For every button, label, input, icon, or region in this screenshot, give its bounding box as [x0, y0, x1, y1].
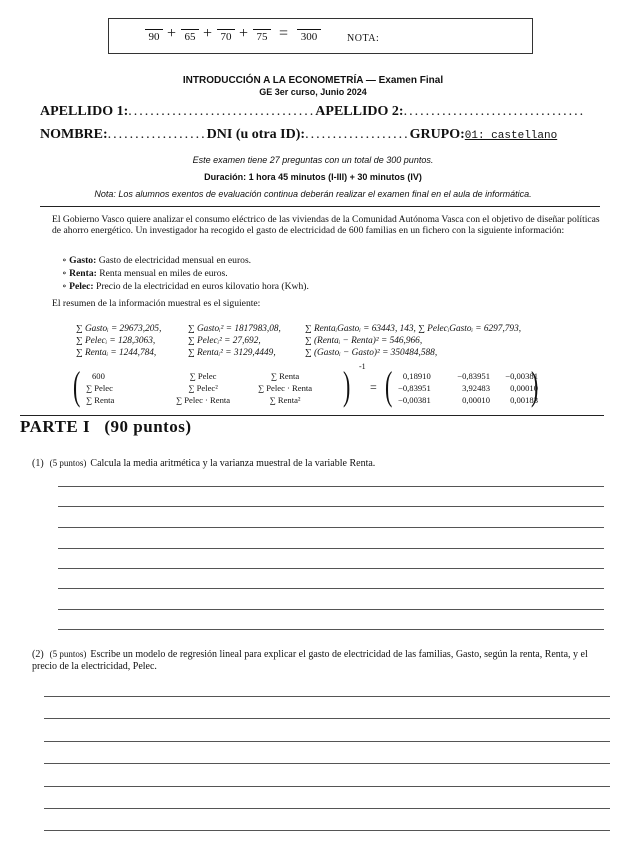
answer-line[interactable] [58, 629, 604, 630]
resumen-intro: El resumen de la información muestral es el siguiente: [52, 298, 261, 309]
var-renta: ∘ Renta: Renta mensual en miles de euros. [62, 268, 228, 279]
question-2: (2) (5 puntos) Escribe un modelo de regresión lineal para explicar el gasto de electricidad de las familias, Gasto, según la renta, Renta, y el precio de la electricidad, Pelec. [32, 649, 588, 672]
sum-renta-sq: ∑ Rentaᵢ² = 3129,4449, [188, 348, 276, 358]
sum-cross: ∑ RentaᵢGastoᵢ = 63443, 143, ∑ PelecᵢGastoᵢ = 6297,793, [305, 324, 522, 334]
answer-line[interactable] [58, 527, 604, 528]
grupo-value: 01: castellano [464, 130, 558, 142]
var-pelec: ∘ Pelec: Precio de la electricidad en euros kilovatio hora (Kwh). [62, 281, 309, 292]
nombre-label: NOMBRE: [40, 127, 108, 142]
left-paren: ( [72, 363, 81, 408]
matrix-right-col2: −0,83951 3,92483 0,00010 [457, 371, 490, 405]
score-box [108, 18, 533, 54]
answer-line[interactable] [44, 741, 610, 742]
question-1: (1) (5 puntos) Calcula la media aritmética y la varianza muestral de la variable Renta. [32, 458, 376, 469]
apellido2-field[interactable]: ................................. [403, 104, 586, 119]
score-fraction-3: 70 [217, 29, 235, 43]
matrix-left-col1: 600 ∑ Pelec ∑ Renta [86, 371, 115, 405]
dni-label: DNI (u otra ID): [206, 127, 306, 142]
divider [40, 206, 600, 207]
nombre-row [40, 127, 557, 143]
matrix-right-col1: 0,18910 −0,83951 −0,00381 [398, 371, 431, 405]
sum-renta: ∑ Rentaᵢ = 1244,784, [76, 348, 157, 358]
score-fraction-2: 65 [181, 29, 199, 43]
exam-subtitle: GE 3er curso, Junio 2024 [259, 87, 367, 97]
plus-sign: + [203, 25, 213, 42]
sum-gasto-sq: ∑ Gastoᵢ² = 1817983,08, [188, 324, 281, 334]
answer-line[interactable] [44, 808, 610, 809]
right-paren: ) [342, 363, 351, 408]
parte-heading: PARTE I (90 puntos) [20, 417, 192, 436]
exam-title: INTRODUCCIÓN A LA ECONOMETRÍA — Examen Final [182, 75, 444, 86]
answer-line[interactable] [44, 763, 610, 764]
apellido1-label: APELLIDO 1: [40, 104, 129, 119]
matrix-left-col3: ∑ Renta ∑ Pelec · Renta ∑ Renta² [258, 371, 313, 405]
intro-paragraph: El Gobierno Vasco quiere analizar el consumo eléctrico de las viviendas de la Comunidad Autónoma Vasca con el objetivo de diseñar políticas de ahorro energético. Un investigador ha recogido el gasto de electricidad de 600 familias en un fichero con la siguiente información: [52, 214, 600, 236]
divider [20, 415, 604, 416]
answer-line[interactable] [44, 786, 610, 787]
sum-pelec-sq: ∑ Pelecᵢ² = 27,692, [188, 336, 261, 346]
answer-line[interactable] [58, 506, 604, 507]
matrix-equals: = [370, 380, 377, 394]
answer-line[interactable] [44, 718, 610, 719]
matrix-right-col3: −0,00381 0,00010 0,00183 [505, 371, 538, 405]
sum-gasto: ∑ Gastoᵢ = 29673,205, [76, 324, 162, 334]
answer-line[interactable] [58, 588, 604, 589]
answer-line[interactable] [58, 486, 604, 487]
info-duracion: Duración: 1 hora 45 minutos (I-III) + 30 minutos (IV) [204, 172, 422, 182]
answer-line[interactable] [58, 609, 604, 610]
score-fraction-1: 90 [145, 29, 163, 43]
score-total: 300 [297, 29, 321, 43]
answer-line[interactable] [44, 696, 610, 697]
nota-label: NOTA: [347, 33, 380, 44]
info-nota: Nota: Los alumnos exentos de evaluación continua deberán realizar el examen final en el aula de informática. [94, 189, 532, 199]
equals-sign: = [279, 25, 289, 42]
apellido-row [40, 104, 585, 120]
matrix-equation [72, 362, 539, 414]
score-fraction-4: 75 [253, 29, 271, 43]
apellido2-label: APELLIDO 2: [315, 104, 404, 119]
dni-field[interactable]: ................... [305, 127, 410, 142]
grupo-label: GRUPO: [409, 127, 465, 142]
sum-gasto-dev: ∑ (Gastoᵢ − Gasto)² = 350484,588, [305, 348, 438, 358]
info-preguntas: Este examen tiene 27 preguntas con un total de 300 puntos. [192, 155, 434, 165]
plus-sign: + [167, 25, 177, 42]
right-paren: ) [530, 363, 539, 408]
nombre-field[interactable]: .................. [107, 127, 207, 142]
answer-line[interactable] [58, 548, 604, 549]
answer-line[interactable] [58, 568, 604, 569]
matrix-left-col2: ∑ Pelec ∑ Pelec² ∑ Pelec · Renta [176, 371, 231, 405]
inverse-exponent: -1 [359, 362, 366, 371]
var-gasto: ∘ Gasto: Gasto de electricidad mensual en euros. [62, 255, 252, 266]
answer-line[interactable] [44, 830, 610, 831]
sum-renta-dev: ∑ (Rentaᵢ − Renta)² = 546,966, [305, 336, 423, 346]
apellido1-field[interactable]: .................................. [128, 104, 316, 119]
plus-sign: + [239, 25, 249, 42]
left-paren: ( [384, 363, 393, 408]
sum-pelec: ∑ Pelecᵢ = 128,3063, [76, 336, 156, 346]
